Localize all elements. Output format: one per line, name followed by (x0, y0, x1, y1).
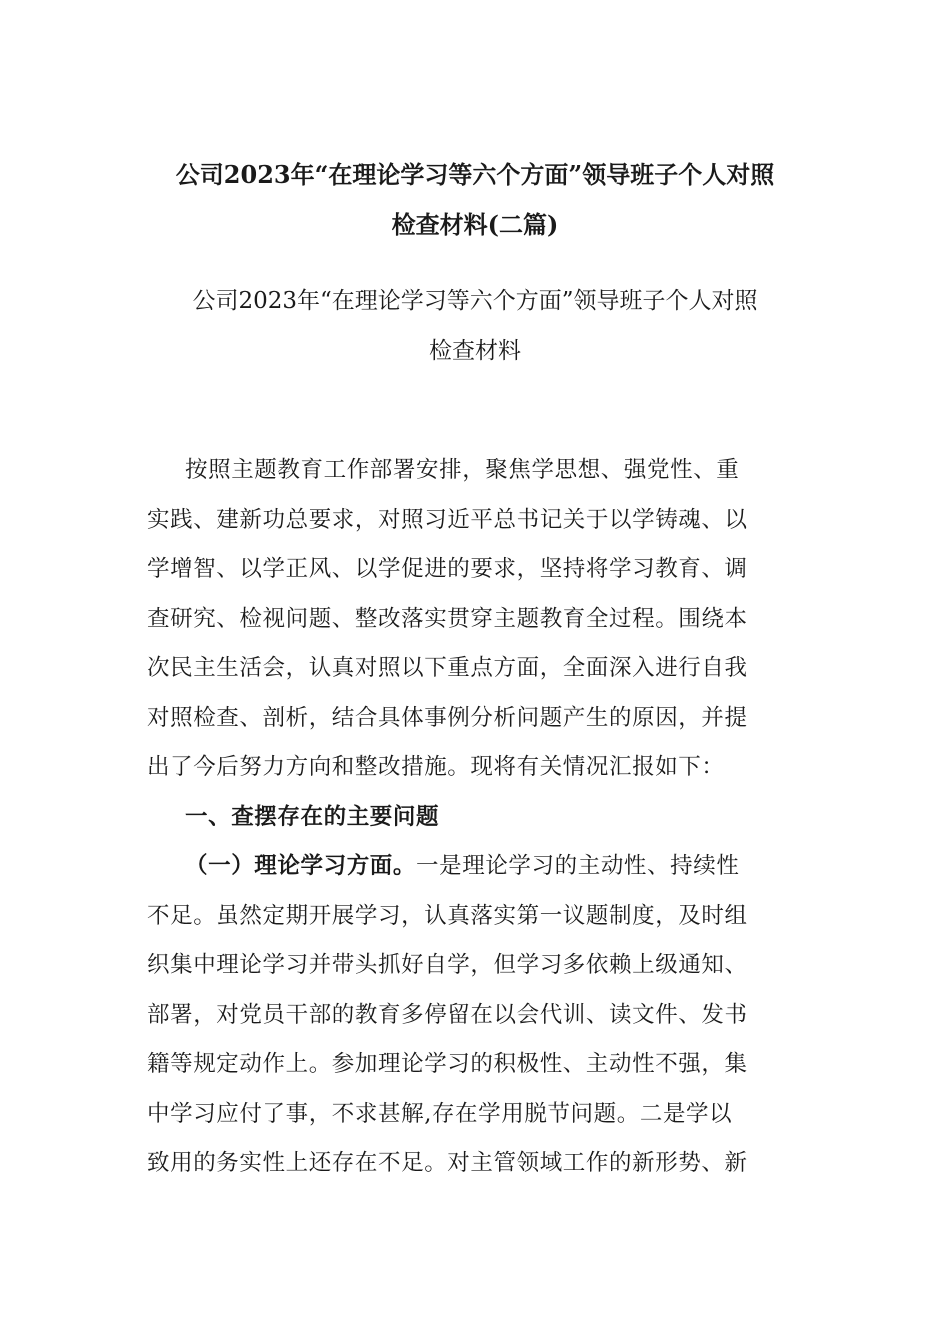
paragraph-line: 按照主题教育工作部署安排，聚焦学思想、强党性、重 (185, 457, 740, 483)
paragraph-line: 籍等规定动作上。参加理论学习的积极性、主动性不强，集 (147, 1051, 748, 1077)
paragraph-line: 不足。虽然定期开展学习，认真落实第一议题制度，及时组 (147, 902, 748, 929)
document-body (147, 446, 807, 1189)
subtitle-line: 检查材料 (429, 338, 521, 364)
paragraph-line: 出了今后努力方向和整改措施。现将有关情况汇报如下： (147, 754, 725, 780)
theory-study-paragraph (147, 842, 807, 1189)
paragraph-line: 对照检查、剖析，结合具体事例分析问题产生的原因，并提 (147, 704, 748, 731)
document-title (120, 150, 830, 250)
section-heading: 一、查摆存在的主要问题 (185, 803, 440, 830)
paragraph-line: 中学习应付了事，不求甚解,存在学用脱节问题。二是学以 (147, 1100, 733, 1127)
subtitle-line: 公司2023年“在理论学习等六个方面”领导班子个人对照 (192, 288, 758, 314)
paragraph-line (147, 842, 807, 892)
subsection-heading: （一）理论学习方面。 (185, 853, 417, 879)
paragraph-line: 部署，对党员干部的教育多停留在以会代训、读文件、发书 (147, 1001, 748, 1028)
paragraph-line: 织集中理论学习并带头抓好自学，但学习多依赖上级通知、 (147, 952, 748, 978)
paragraph-line: 实践、建新功总要求，对照习近平总书记关于以学铸魂、以 (147, 506, 748, 533)
paragraph-line: 查研究、检视问题、整改落实贯穿主题教育全过程。围绕本 (147, 605, 748, 632)
paragraph-line: 致用的务实性上还存在不足。对主管领域工作的新形势、新 (147, 1150, 748, 1176)
title-line: 公司2023年“在理论学习等六个方面”领导班子个人对照 (175, 160, 775, 189)
paragraph-line: 次民主生活会，认真对照以下重点方面，全面深入进行自我 (147, 655, 748, 681)
paragraph-line: 学增智、以学正风、以学促进的要求，坚持将学习教育、调 (147, 556, 748, 582)
intro-paragraph (147, 446, 807, 793)
document-subtitle (120, 276, 830, 376)
title-line: 检查材料(二篇) (391, 210, 559, 239)
paragraph-text: 一是理论学习的主动性、持续性 (416, 853, 740, 879)
